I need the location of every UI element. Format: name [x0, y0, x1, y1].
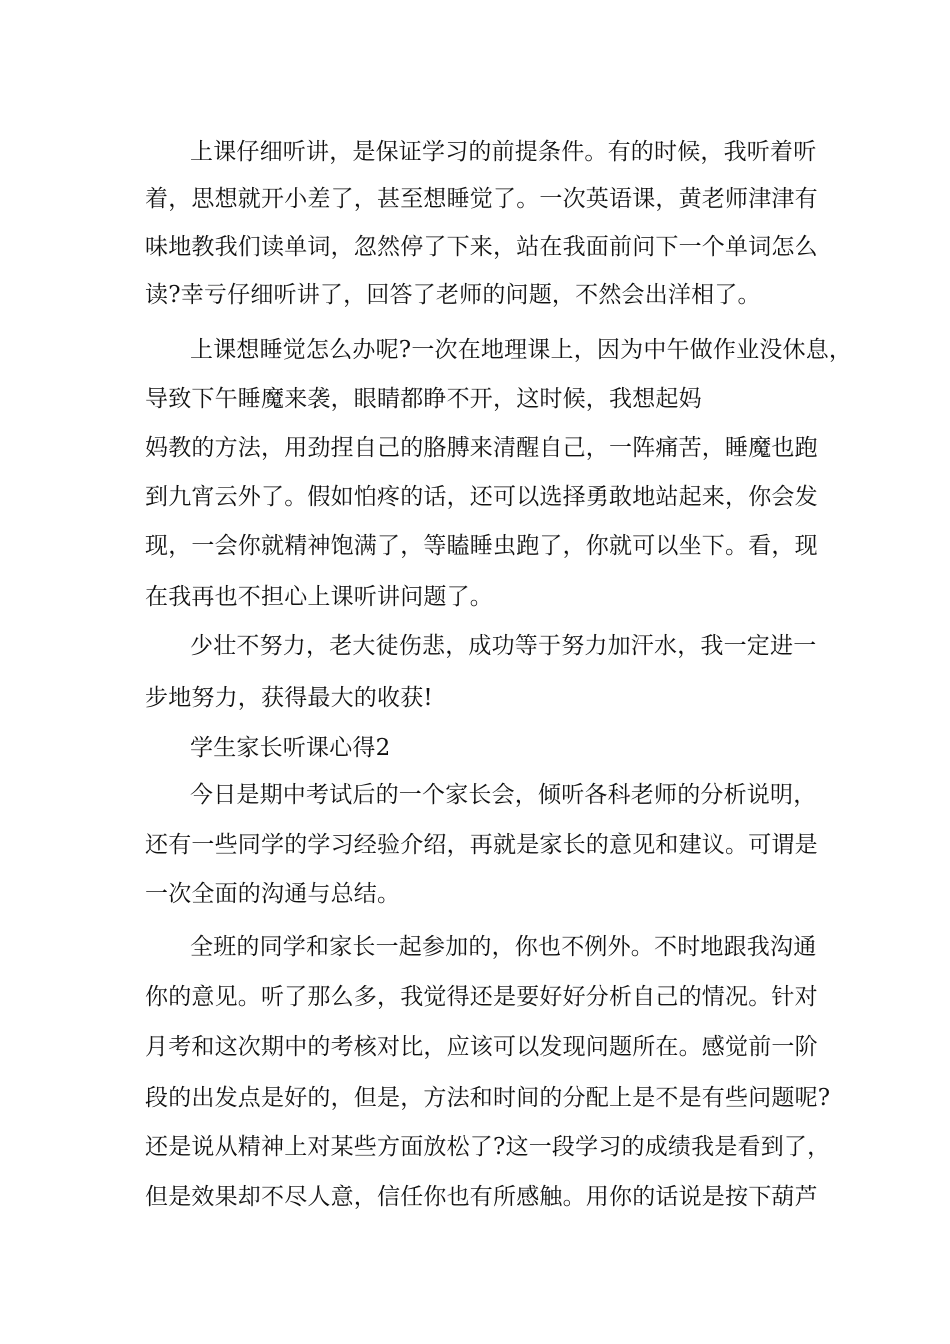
- paragraph-line: 你的意见。听了那么多，我觉得还是要好好分析自己的情况。针对: [145, 984, 818, 1010]
- paragraph-line: 在我再也不担心上课听讲问题了。: [145, 584, 493, 610]
- paragraph-line: 着，思想就开小差了，甚至想睡觉了。一次英语课，黄老师津津有: [145, 186, 818, 212]
- paragraph-line: 读?幸亏仔细听讲了，回答了老师的问题，不然会出洋相了。: [145, 282, 761, 308]
- paragraph-line: 少壮不努力，老大徒伤悲，成功等于努力加汗水，我一定进一: [190, 633, 817, 659]
- paragraph-line: 全班的同学和家长一起参加的，你也不例外。不时地跟我沟通: [190, 934, 817, 960]
- paragraph-line: 但是效果却不尽人意，信任你也有所感触。用你的话说是按下葫芦: [145, 1184, 818, 1210]
- paragraph-line: 上课想睡觉怎么办呢?一次在地理课上，因为中午做作业没休息，: [190, 337, 853, 363]
- paragraph-line: 现，一会你就精神饱满了，等瞌睡虫跑了，你就可以坐下。看，现: [145, 533, 818, 559]
- paragraph-line: 今日是期中考试后的一个家长会，倾听各科老师的分析说明，: [190, 782, 817, 808]
- paragraph-line: 段的出发点是好的，但是，方法和时间的分配上是不是有些问题呢?: [145, 1085, 831, 1111]
- paragraph-line: 到九宵云外了。假如怕疼的话，还可以选择勇敢地站起来，你会发: [145, 484, 818, 510]
- paragraph-line: 月考和这次期中的考核对比，应该可以发现问题所在。感觉前一阶: [145, 1034, 818, 1060]
- paragraph-line: 步地努力，获得最大的收获!: [145, 685, 433, 711]
- section-heading: 学生家长听课心得2: [190, 735, 391, 761]
- paragraph-line: 妈教的方法，用劲捏自己的胳膊来清醒自己，一阵痛苦，睡魔也跑: [145, 435, 818, 461]
- paragraph-line: 一次全面的沟通与总结。: [145, 881, 401, 907]
- paragraph-line: 上课仔细听讲，是保证学习的前提条件。有的时候，我听着听: [190, 139, 817, 165]
- paragraph-line: 导致下午睡魔来袭，眼睛都睁不开，这时候，我想起妈: [145, 386, 702, 412]
- paragraph-line: 还是说从精神上对某些方面放松了?这一段学习的成绩我是看到了，: [145, 1134, 831, 1160]
- paragraph-line: 味地教我们读单词，忽然停了下来，站在我面前问下一个单词怎么: [145, 234, 818, 260]
- paragraph-line: 还有一些同学的学习经验介绍，再就是家长的意见和建议。可谓是: [145, 832, 818, 858]
